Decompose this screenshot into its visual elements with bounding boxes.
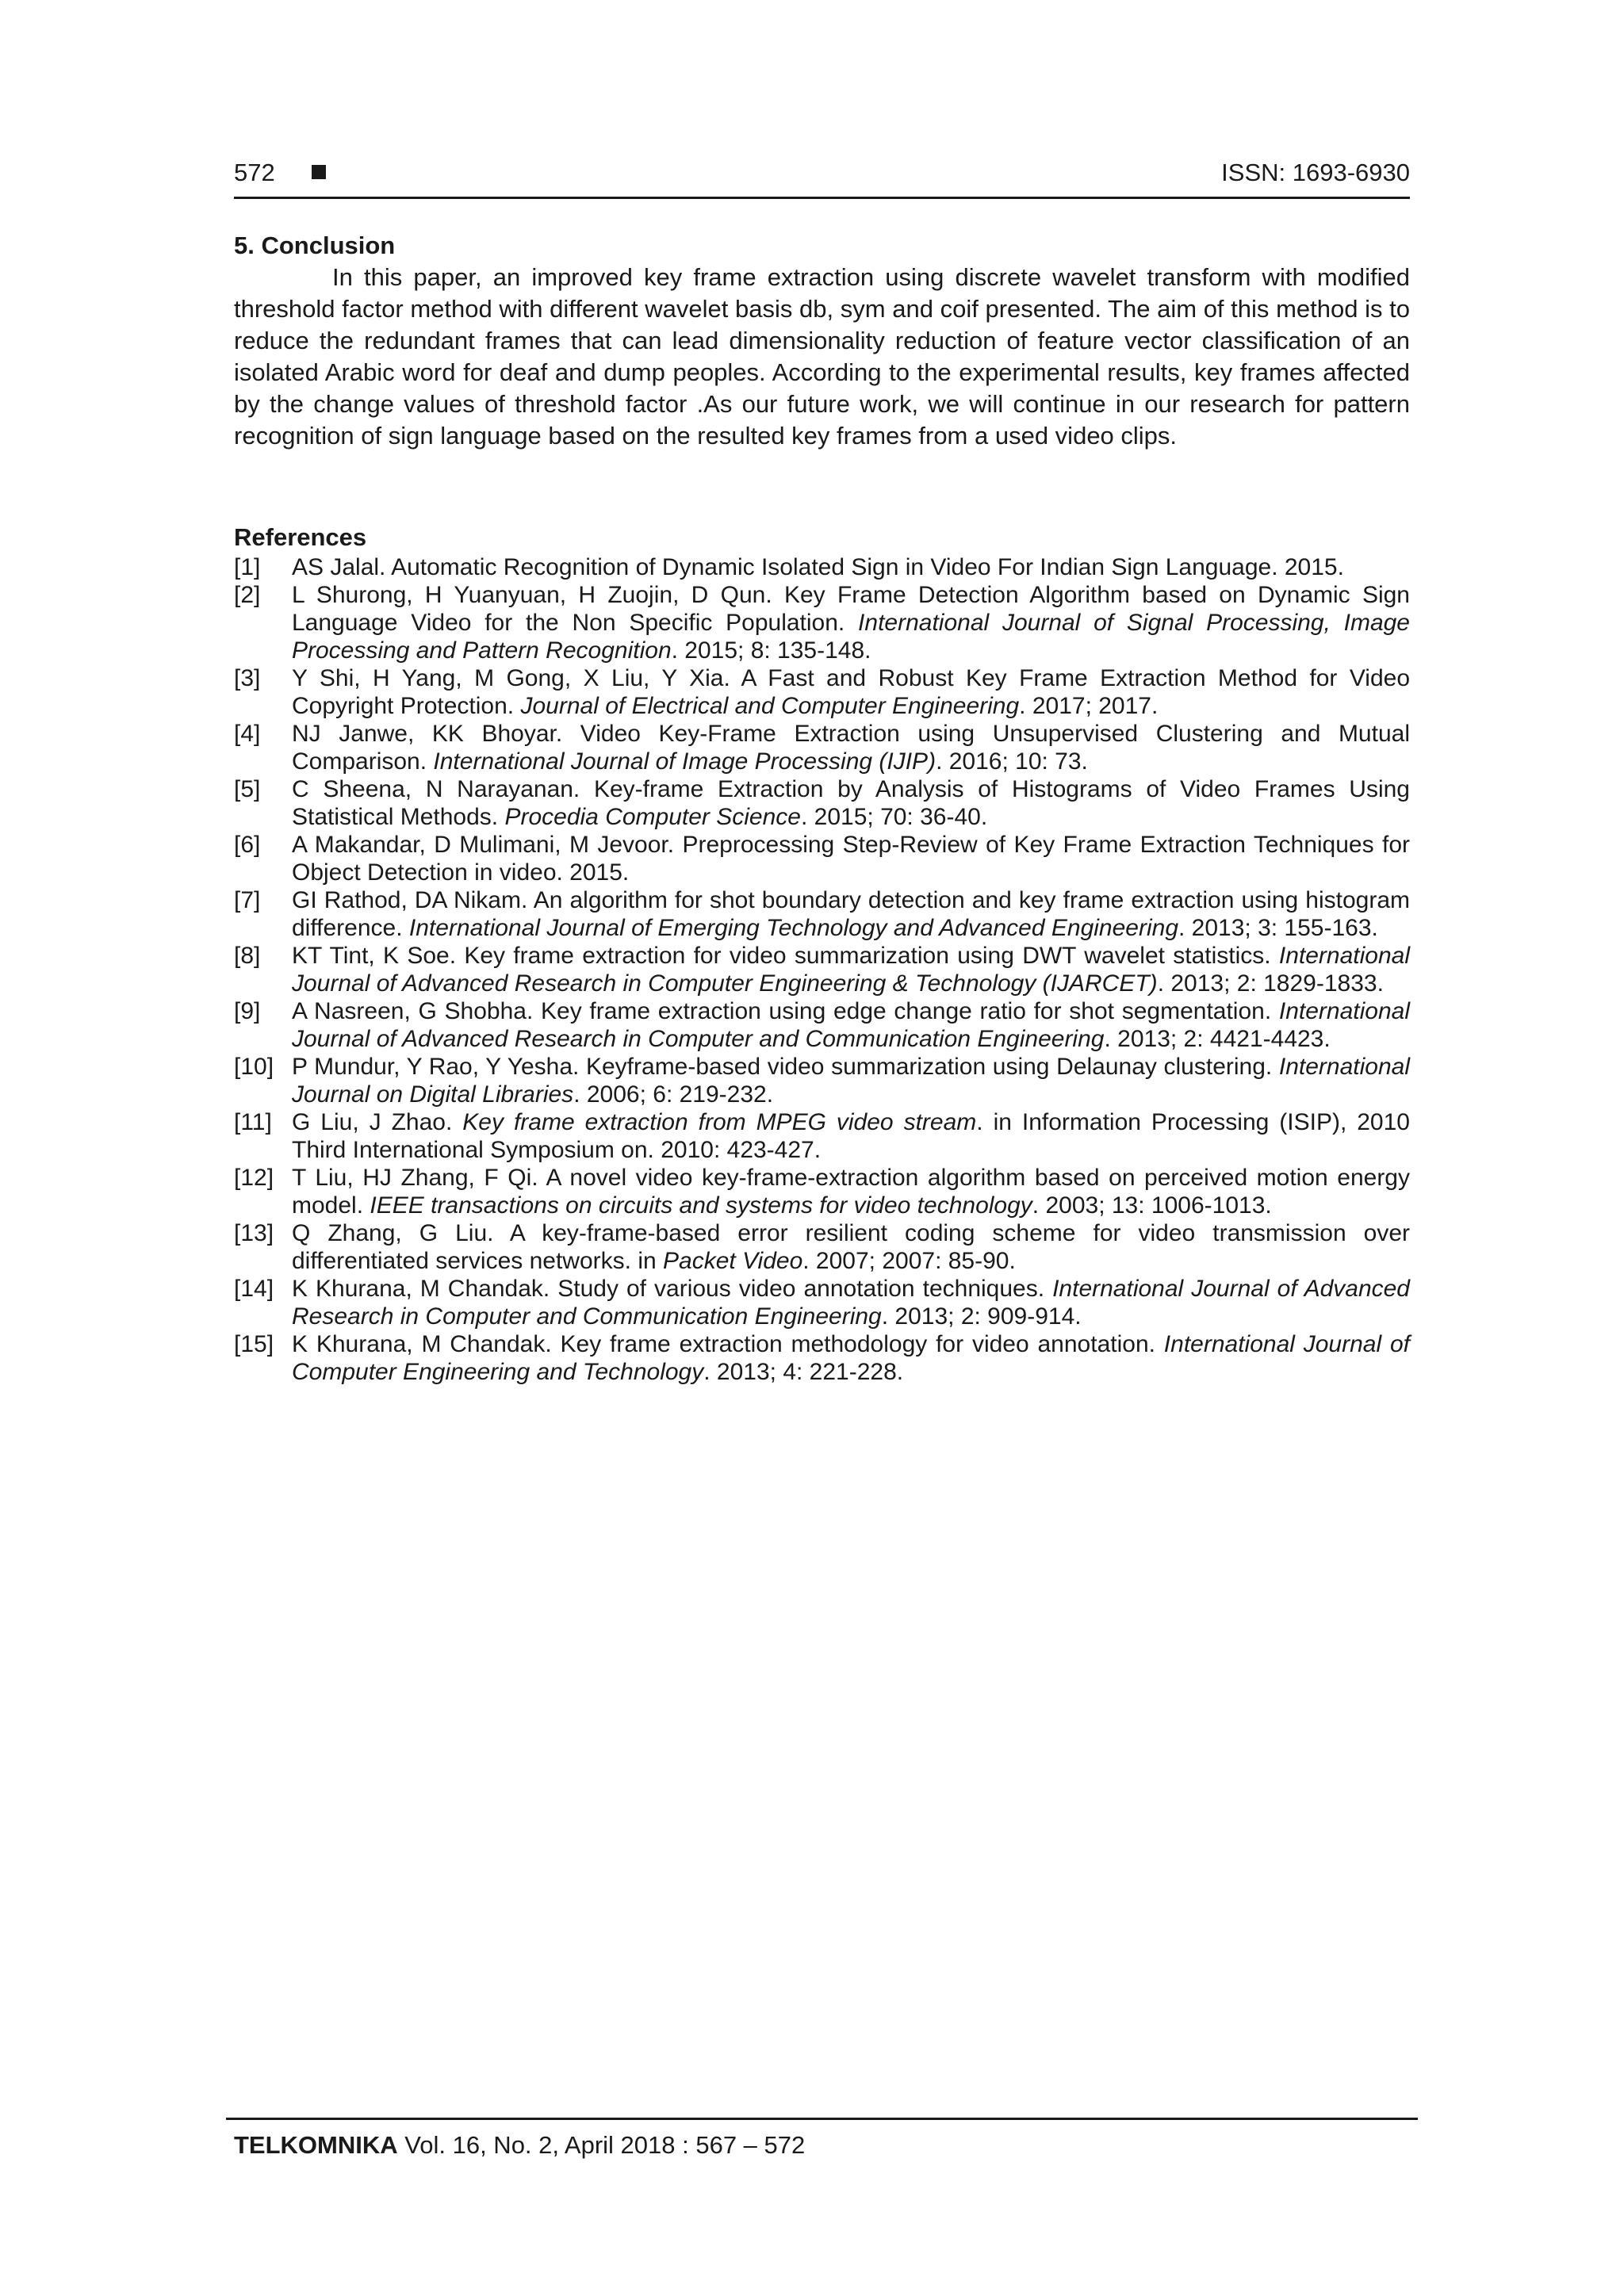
page-content (234, 230, 1410, 1386)
reference-details: . 2015; 8: 135-148. (671, 637, 871, 664)
reference-text: KT Tint, K Soe. Key frame extraction for video summarization using DWT wavelet statistics. (292, 943, 1279, 969)
reference-number: [15] (234, 1331, 274, 1357)
reference-text: NJ Janwe, KK Bhoyar. Video Key-Frame Extraction using Unsupervised Clustering and Mutual Comparison. (292, 721, 1410, 775)
reference-item (234, 997, 1410, 1053)
reference-item (234, 553, 1410, 581)
running-footer (226, 2118, 1418, 2160)
reference-item (234, 664, 1410, 720)
reference-details: . 2013; 2: 1829-1833. (1157, 970, 1384, 997)
reference-number: [4] (234, 721, 261, 747)
reference-number: [8] (234, 943, 261, 969)
reference-number: [7] (234, 887, 261, 913)
journal-name: TELKOMNIKA (234, 2131, 398, 2159)
issue-info: Vol. 16, No. 2, April 2018 : 567 – 572 (404, 2131, 806, 2159)
reference-text: GI Rathod, DA Nikam. An algorithm for shot boundary detection and key frame extraction using histogram difference. (292, 887, 1410, 941)
reference-number: [1] (234, 554, 261, 580)
page-number: 572 (234, 159, 275, 186)
reference-item (234, 942, 1410, 997)
reference-item (234, 581, 1410, 664)
reference-number: [14] (234, 1276, 274, 1302)
reference-source: International Journal of Image Processing (IJIP) (433, 748, 936, 775)
reference-text: A Nasreen, G Shobha. Key frame extraction using edge change ratio for shot segmentation. (292, 998, 1279, 1024)
reference-item (234, 1053, 1410, 1108)
reference-source: Key frame extraction from MPEG video stream (462, 1109, 977, 1135)
reference-source: IEEE transactions on circuits and systems for video technology (370, 1192, 1032, 1219)
reference-source: International Journal of Advanced Research in Computer and Communication Engineering (292, 998, 1410, 1052)
reference-details: . in Information Processing (ISIP), 2010 Third International Symposium on. 2010: 423-427. (292, 1109, 1410, 1163)
reference-item (234, 1219, 1410, 1275)
black-square-icon (312, 165, 326, 179)
reference-number: [2] (234, 582, 261, 608)
reference-source: International Journal of Emerging Technology and Advanced Engineering (408, 915, 1178, 941)
reference-text: AS Jalal. Automatic Recognition of Dynamic Isolated Sign in Video For Indian Sign Language. 2015. (292, 554, 1344, 580)
conclusion-heading: 5. Conclusion (234, 232, 396, 259)
reference-number: [3] (234, 665, 261, 691)
reference-item (234, 775, 1410, 831)
reference-details: . 2006; 6: 219-232. (573, 1081, 774, 1108)
reference-item (234, 1275, 1410, 1330)
reference-text: T Liu, HJ Zhang, F Qi. A novel video key-frame-extraction algorithm based on perceived motion energy model. (292, 1165, 1410, 1219)
reference-source: Journal of Electrical and Computer Engineering (520, 693, 1020, 719)
reference-details: . 2013; 2: 909-914. (881, 1303, 1082, 1330)
reference-item (234, 1164, 1410, 1219)
reference-details: . 2013; 3: 155-163. (1178, 915, 1378, 941)
reference-details: . 2016; 10: 73. (936, 748, 1088, 775)
reference-text: P Mundur, Y Rao, Y Yesha. Keyframe-based video summarization using Delaunay clustering. (292, 1054, 1279, 1080)
reference-text: Q Zhang, G Liu. A key-frame-based error resilient coding scheme for video transmission over differentiated services networks. in (292, 1220, 1410, 1274)
reference-text: K Khurana, M Chandak. Key frame extraction methodology for video annotation. (292, 1331, 1164, 1357)
reference-details: . 2017; 2017. (1019, 693, 1159, 719)
running-header (234, 155, 1410, 199)
reference-text: Y Shi, H Yang, M Gong, X Liu, Y Xia. A Fast and Robust Key Frame Extraction Method for Video Copyright Protection. (292, 665, 1410, 719)
reference-details: . 2015; 70: 36-40. (800, 804, 988, 830)
reference-number: [13] (234, 1220, 274, 1246)
reference-details: . 2007; 2007: 85-90. (802, 1248, 1016, 1274)
reference-text: A Makandar, D Mulimani, M Jevoor. Preprocessing Step-Review of Key Frame Extraction Techniques for Object Detection in video. 2015. (292, 832, 1410, 886)
reference-number: [11] (234, 1109, 272, 1135)
reference-text: G Liu, J Zhao. (292, 1109, 463, 1135)
reference-source: International Journal of Signal Processing, Image Processing and Pattern Recognition (292, 610, 1410, 664)
reference-source: International Journal of Advanced Research in Computer Engineering & Technology (IJARCET) (292, 943, 1410, 997)
conclusion-paragraph: In this paper, an improved key frame extraction using discrete wavelet transform with modified threshold factor method with different wavelet basis db, sym and coif presented. The aim of this method is to reduce the redundant frames that can lead dimensionality reduction of feature vector classification of an isolated Arabic word for deaf and dump peoples. According to the experimental results, key frames affected by the change values of threshold factor .As our future work, we will continue in our research for pattern recognition of sign language based on the resulted key frames from a used video clips. (234, 263, 1410, 450)
reference-number: [12] (234, 1165, 274, 1191)
reference-item (234, 886, 1410, 942)
reference-text: C Sheena, N Narayanan. Key-frame Extraction by Analysis of Histograms of Video Frames Using Statistical Methods. (292, 776, 1410, 830)
reference-item (234, 720, 1410, 775)
reference-item (234, 831, 1410, 886)
reference-number: [6] (234, 832, 261, 858)
reference-source: Packet Video (663, 1248, 803, 1274)
reference-number: [9] (234, 998, 261, 1024)
reference-source: International Journal of Computer Engineering and Technology (292, 1331, 1410, 1385)
issn: ISSN: 1693-6930 (1221, 159, 1410, 186)
reference-number: [5] (234, 776, 261, 802)
reference-source: Procedia Computer Science (504, 804, 801, 830)
references-heading: References (234, 523, 367, 551)
reference-number: [10] (234, 1054, 274, 1080)
reference-details: . 2003; 13: 1006-1013. (1032, 1192, 1272, 1219)
reference-item (234, 1108, 1410, 1164)
reference-item (234, 1330, 1410, 1386)
reference-text: L Shurong, H Yuanyuan, H Zuojin, D Qun. Key Frame Detection Algorithm based on Dynamic Sign Language Video for the Non Specific Population. (292, 582, 1410, 636)
reference-source: International Journal on Digital Libraries (292, 1054, 1410, 1108)
reference-text: K Khurana, M Chandak. Study of various video annotation techniques. (292, 1276, 1053, 1302)
reference-details: . 2013; 2: 4421-4423. (1104, 1026, 1331, 1052)
reference-list (234, 553, 1410, 1386)
reference-details: . 2013; 4: 221-228. (703, 1359, 904, 1385)
reference-source: International Journal of Advanced Research in Computer and Communication Engineering (292, 1276, 1410, 1330)
